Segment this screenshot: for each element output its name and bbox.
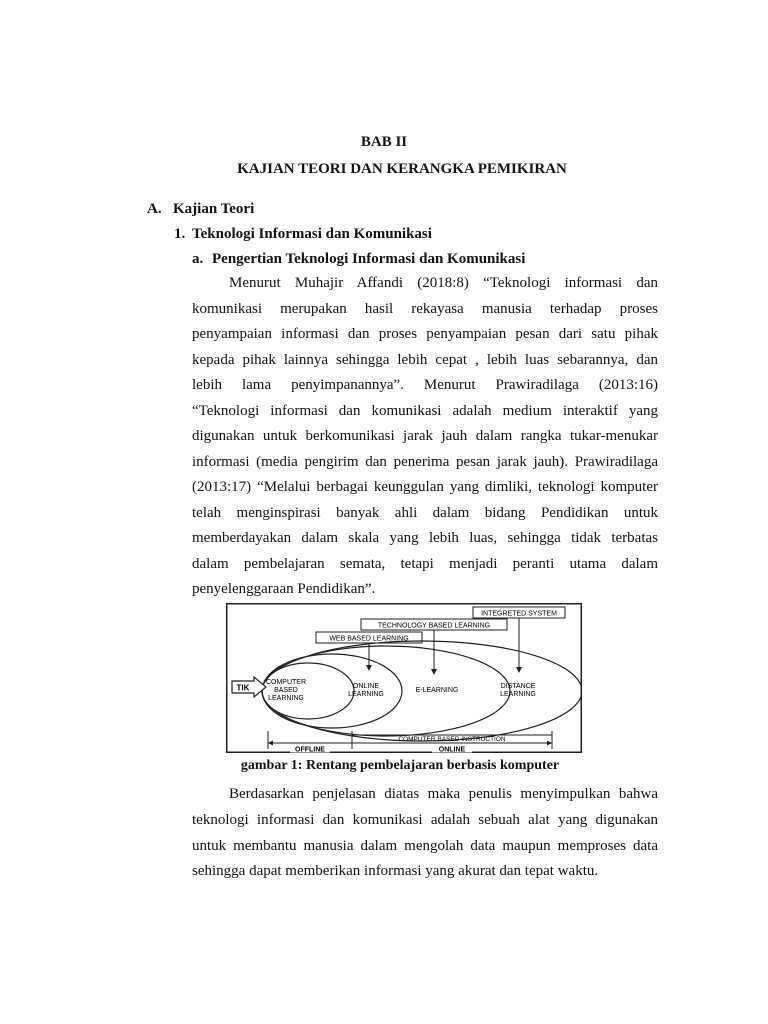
- distance-learning-label-2: LEARNING: [500, 691, 536, 698]
- paragraph-line: untuk membantu manusia dalam mengolah data maupun memproses data: [192, 837, 658, 854]
- web-based-label: WEB BASED LEARNING: [329, 635, 409, 643]
- subsection-1-heading: [174, 226, 432, 243]
- paragraph-line: teknologi informasi dan komunikasi adalah sebuah alat yang digunakan: [192, 811, 658, 828]
- paragraph-line: Berdasarkan penjelasan diatas maka penulis menyimpulkan bahwa: [229, 786, 658, 802]
- subsection-1-label: Teknologi Informasi dan Komunikasi: [192, 226, 432, 242]
- section-a-label: Kajian Teori: [173, 201, 255, 217]
- paragraph-line: memberdayakan dalam skala yang lebih luas, sehingga tidak terbatas: [192, 530, 658, 546]
- chapter-number: BAB II: [360, 134, 408, 150]
- paragraph-line: telah menginspirasi banyak ahli dalam bidang Pendidikan untuk: [192, 504, 658, 521]
- technology-based-label: TECHNOLOGY BASED LEARNING: [377, 622, 491, 630]
- paragraph-conclusion: [192, 782, 658, 885]
- subsection-a-heading: [192, 251, 525, 268]
- tik-label: TIK: [236, 683, 250, 693]
- figure-caption: gambar 1: Rentang pembelajaran berbasis komputer: [240, 758, 560, 773]
- chapter-title: KAJIAN TEORI DAN KERANGKA PEMIKIRAN: [237, 161, 567, 177]
- diagram-svg: [226, 603, 582, 753]
- paragraph-line: digunakan untuk berkomunikasi jarak jauh dalam rangka tukar-menukar: [192, 428, 658, 444]
- subsection-1-number: 1.: [174, 226, 186, 242]
- integrated-system-label: INTEGRETED SYSTEM: [481, 610, 557, 618]
- cbi-label: COMPUTER BASED INSTRUCTION: [398, 736, 506, 743]
- paragraph-line: penyampaian informasi dan proses penyampaian pesan dari satu pihak: [192, 326, 658, 342]
- section-a-heading: [147, 201, 254, 218]
- section-a-number: A.: [147, 201, 162, 217]
- offline-label: OFFLINE: [295, 746, 325, 753]
- paragraph-line: lebih lama penyimpanannya”. Menurut Prawiradilaga (2013:16): [192, 377, 658, 393]
- paragraph-line: (2013:17) “Melalui berbagai keunggulan yang dimliki, teknologi komputer: [192, 479, 658, 495]
- paragraph-line: komunikasi merupakan hasil rekayasa manusia terhadap proses: [192, 300, 658, 317]
- paragraph-line: “Teknologi informasi dan komunikasi adalah medium interaktif yang: [192, 402, 658, 419]
- online-learning-label-2: LEARNING: [348, 691, 384, 698]
- learning-range-diagram: [226, 603, 582, 753]
- online-label: ONLINE: [438, 746, 466, 753]
- subsection-a-number: a.: [192, 251, 204, 267]
- distance-learning-label-1: DISTANCE: [500, 683, 536, 690]
- paragraph-line: informasi (media pengirim dan penerima pesan jarak jauh). Prawiradilaga: [192, 453, 658, 470]
- computer-based-label-2: BASED: [274, 687, 298, 694]
- paragraph-line: sehingga dapat memberikan informasi yang akurat dan tepat waktu.: [192, 863, 599, 880]
- online-learning-label-1: ONLINE: [352, 683, 380, 690]
- computer-based-label-1: COMPUTER: [265, 679, 307, 686]
- computer-based-label-3: LEARNING: [268, 695, 304, 702]
- e-learning-label: E-LEARNING: [415, 687, 459, 694]
- paragraph-line: penyelenggaraan Pendidikan”.: [192, 581, 376, 597]
- paragraph-line: kepada pihak lainnya sehingga lebih cepat , lebih luas sebarannya, dan: [192, 351, 658, 368]
- paragraph-line: dalam pembelajaran semata, tetapi menjadi peranti utama dalam: [192, 555, 658, 572]
- subsection-a-label: Pengertian Teknologi Informasi dan Komunikasi: [212, 251, 526, 267]
- paragraph-definition: [192, 271, 658, 603]
- paragraph-line: Menurut Muhajir Affandi (2018:8) “Teknologi informasi dan: [229, 275, 658, 291]
